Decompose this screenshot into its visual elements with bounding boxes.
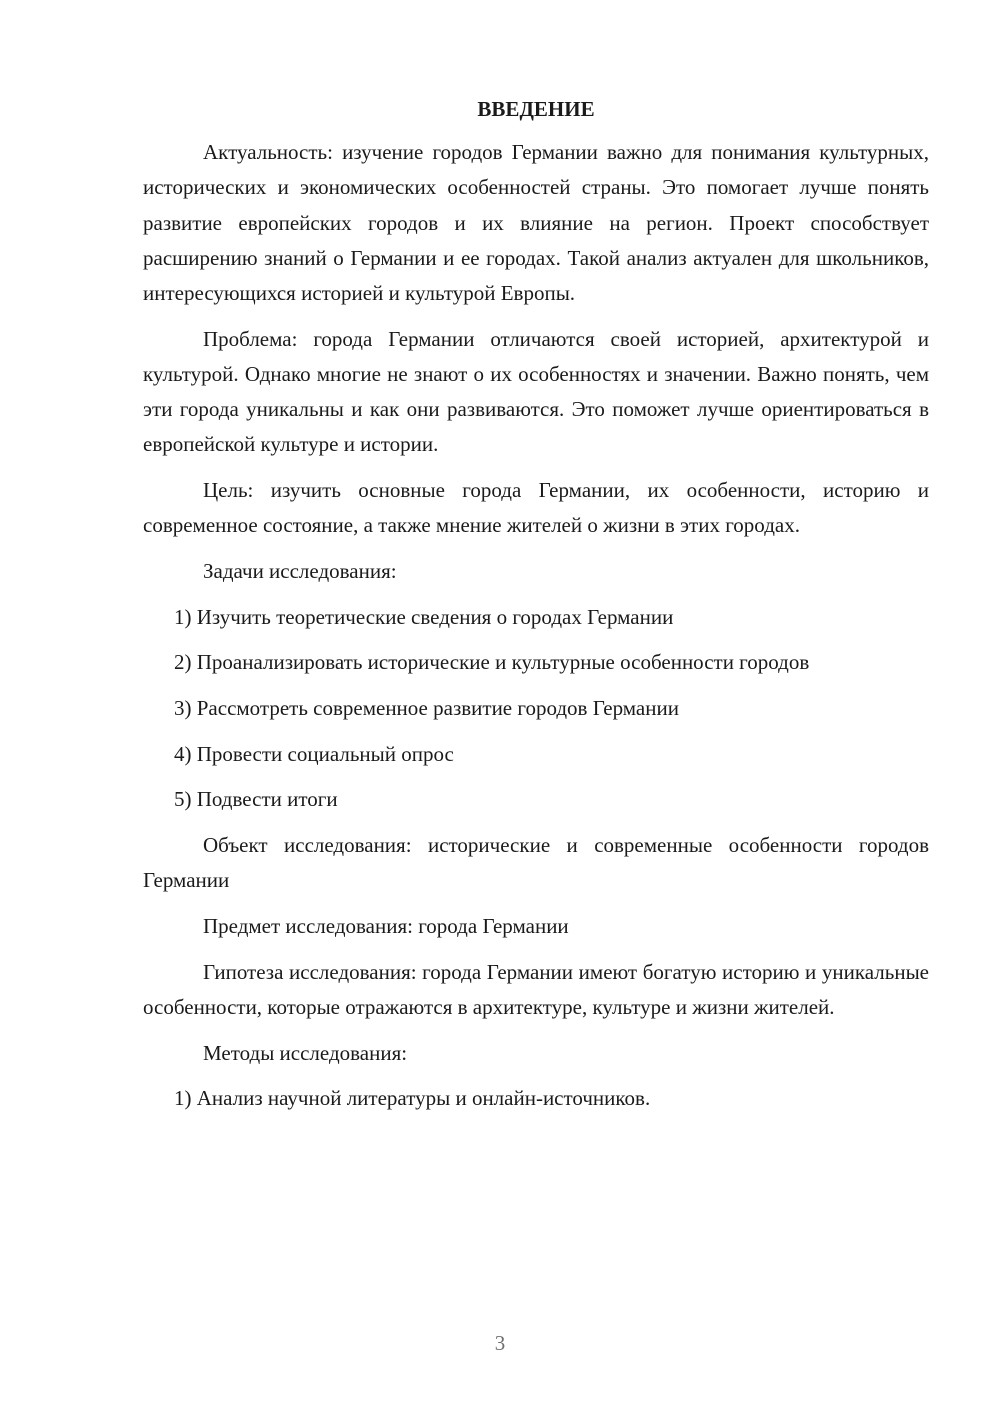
object-paragraph: Объект исследования: исторические и современные особенности городов Германии [143, 833, 929, 893]
goal-paragraph: Цель: изучить основные города Германии, их особенности, историю и современное состояние, а также мнение жителей о жизни в этих городах. [143, 478, 929, 538]
method-item-1: 1) Анализ научной литературы и онлайн-источников. [174, 1086, 651, 1111]
subject-paragraph: Предмет исследования: города Германии [203, 914, 569, 939]
page-number: 3 [494, 1331, 506, 1355]
problem-paragraph: Проблема: города Германии отличаются своей историей, архитектурой и культурой. Однако многие не знают о их особенностях и значении. Важно понять, чем эти города уникальны и как они развиваются. Это поможет лучше ориентироваться в европейской культуре и истории. [143, 326, 929, 457]
methods-title: Методы исследования: [203, 1040, 408, 1065]
task-item-3: 3) Рассмотреть современное развитие городов Германии [174, 696, 679, 721]
task-item-4: 4) Провести социальный опрос [174, 741, 454, 766]
task-item-1: 1) Изучить теоретические сведения о городах Германии [174, 604, 674, 629]
task-item-2: 2) Проанализировать исторические и культурные особенности городов [174, 650, 810, 675]
relevance-paragraph: Актуальность: изучение городов Германии важно для понимания культурных, исторических и экономических особенностей страны. Это помогает лучше понять развитие европейских городов и их влияние на регион. Проект способствует расширению знаний о Германии и ее городах. Такой анализ актуален для школьников, интересующихся историей и культурой Европы. [143, 140, 929, 306]
section-heading: ВВЕДЕНИЕ [477, 97, 595, 121]
document-page [143, 92, 929, 1127]
task-item-5: 5) Подвести итоги [174, 787, 338, 812]
tasks-title: Задачи исследования: [203, 558, 397, 583]
hypothesis-paragraph: Гипотеза исследования: города Германии имеют богатую историю и уникальные особенности, которые отражаются в архитектуре, культуре и жизни жителей. [143, 959, 929, 1019]
